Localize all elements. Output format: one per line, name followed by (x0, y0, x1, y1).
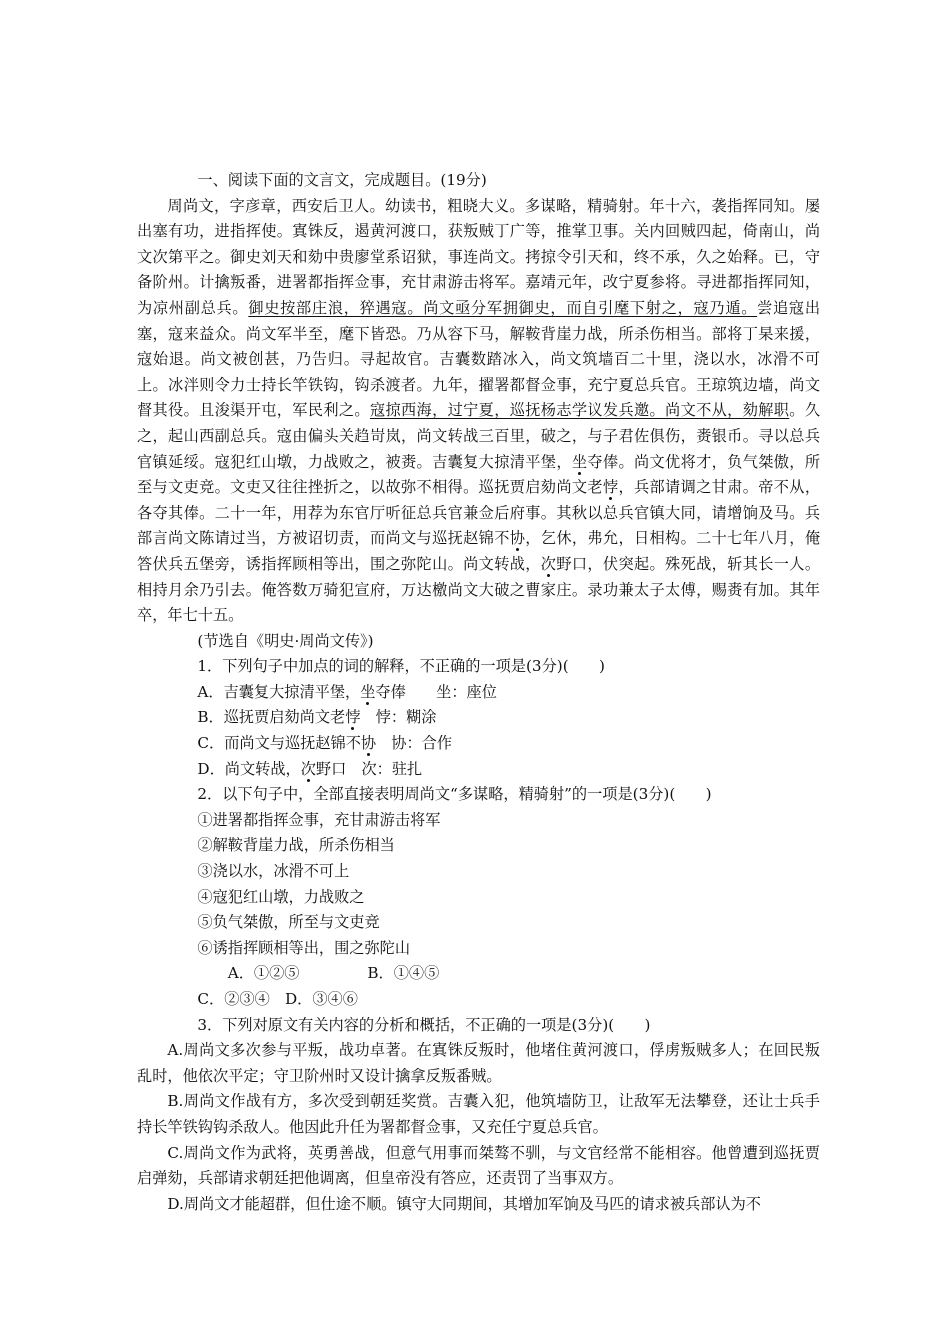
passage-text: 尝追寇出塞，寇来益众。尚文军半至，麾下皆恐。乃从容下马，解鞍背崖力战，所杀伤相当。部将丁杲来援，寇始退。尚文被创甚，乃告归。寻起故官。吉囊数踏冰入，尚文筑墙百二十里，浇以水，冰滑不可上。冰泮则令力士持长竿铁钩，钩杀渡者。九年，擢署都督佥事，充宁夏总兵官。王琼筑边墙，尚文督其役。且浚渠开屯，军民利之。 (137, 298, 821, 420)
option-text: C．而尚文与巡抚赵锦不 (197, 734, 361, 753)
passage-text: 周尚文，字彦章，西安后卫人。幼读书，粗晓大义。多谋略，精骑射。年十六，袭指挥同知。屡出塞有功，进指挥使。寘铢反，遏黄河渡口，获叛贼丁广等，推掌卫事。关内回贼四起，倚南山，尚文次第平之。御史刘天和劾中贵廖堂系诏狱，事连尚文。拷掠令引天和，终不承，久之始释。已，守备阶州。计擒叛番，进署都指挥佥事，充甘肃游击将军。嘉靖元年，改宁夏参将。寻进都指挥同知，为凉州副总兵。 (137, 196, 820, 317)
q3-option-b[interactable]: B.周尚文作战有方，多次受到朝廷奖赏。吉囊入犯，他筑墙防卫，让敌军无法攀登，还让士兵手持长竿铁钩钩杀敌人。他因此升任为署都督佥事，又充任宁夏总兵官。 (137, 1092, 820, 1136)
q1-option-c[interactable] (137, 731, 820, 757)
passage-text: 夺俸。尚文优将才，负气桀傲，所至与文吏竞。文吏又往往挫折之，以故弥不相得。巡抚贾启劾尚文老 (137, 452, 821, 497)
option-text: A．吉囊复大掠清平堡， (197, 682, 361, 701)
q2-item: ②解鞍背崖力战，所杀伤相当 (197, 836, 395, 855)
dotted-word: 协 (360, 734, 377, 753)
q3-option-d[interactable]: D.周尚文才能超群，但仕途不顺。镇守大同期间，其增加军饷及马匹的请求被兵部认为不 (167, 1194, 761, 1213)
question-2-stem: 2．以下句子中，全部直接表明周尚文“多谋略，精骑射”的一项是(3分)( ) (197, 785, 712, 804)
dotted-word: 协 (509, 529, 526, 548)
q1-option-d[interactable] (137, 757, 820, 783)
q2-option-b[interactable]: B．①④⑤ (367, 964, 440, 983)
passage-text: ，乞休，弗允，日相构。二十七年八月，俺答伏兵五堡旁，诱指挥顾相等出，围之弥陀山。尚文转战， (137, 529, 821, 573)
q2-item: ①进署都指挥佥事，充甘肃游击将军 (197, 810, 441, 829)
option-text: 夺俸 坐：座位 (375, 682, 497, 701)
option-text: B．巡抚贾启劾尚文老 (197, 708, 346, 727)
q2-item: ⑤负气桀傲，所至与文吏竞 (197, 913, 380, 932)
q2-options-ab (137, 961, 820, 987)
passage-text: 。久之，起山西副总兵。寇由偏头关趋岢岚，尚文转战三百里，破之，与子君佐俱伤，赉银币。寻以总兵官镇延绥。寇犯红山墩，力战败之，被赉。吉囊复大掠清平堡， (137, 401, 821, 471)
q3-option-c[interactable]: C.周尚文作为武将，英勇善战，但意气用事而桀骜不驯，与文官经常不能相容。他曾遭到巡抚贾启弹劾，兵部请求朝廷把他调离，但皇帝没有答应，还责罚了当事双方。 (137, 1143, 820, 1188)
option-text: D．尚文转战， (197, 759, 301, 778)
source-note: (节选自《明史·周尚文传》) (197, 631, 374, 650)
passage (137, 194, 820, 629)
q3-option-a[interactable]: A.周尚文多次参与平叛，战功卓著。在寘铢反叛时，他堵住黄河渡口，俘虏叛贼多人；在回民叛乱时，他依次平定；守卫阶州时又设计擒拿反叛番贼。 (137, 1041, 820, 1085)
q1-option-b[interactable] (137, 705, 820, 731)
q2-item: ⑥诱指挥顾相等出，围之弥陀山 (197, 938, 411, 957)
dotted-word: 坐 (360, 682, 376, 701)
dotted-word: 次 (540, 554, 557, 573)
q2-option-a[interactable]: A．①②⑤ (227, 964, 300, 983)
passage-text: 野口，伏突起。殊死战，斩其长一人。相持月余乃引去。俺答数万骑犯宣府，万达檄尚文大破之曹家庄。录功兼太子太傅，赐赉有加。其年卒，年七十五。 (137, 554, 821, 625)
option-text: 协：合作 (376, 734, 453, 753)
exam-page (137, 168, 820, 1217)
underlined-sentence: 寇掠西海，过宁夏，巡抚杨志学议发兵邀。尚文不从，劾解职 (369, 401, 790, 420)
passage-text: ，兵部请调之甘肃。帝不从，各夺其俸。二十一年，用荐为东官厅听征总兵官兼佥后府事。其秋以总兵官镇大同，请增饷及马。兵部言尚文陈请过当，方被诏切责，而尚文与巡抚赵锦不 (137, 478, 821, 548)
question-1-stem: 1．下列句子中加点的词的解释，不正确的一项是(3分)( ) (197, 657, 605, 676)
option-text: 野口 次：驻扎 (315, 759, 423, 778)
q2-item: ④寇犯红山墩，力战败之 (197, 887, 365, 906)
q1-option-a[interactable] (137, 680, 820, 706)
q2-options-cd[interactable]: C．②③④ D．③④⑥ (197, 990, 358, 1008)
underlined-sentence: 御史按部庄浪，猝遇寇。尚文亟分军拥御史，而自引麾下射之，寇乃遁。 (248, 298, 758, 317)
dotted-word: 悖 (345, 708, 361, 727)
q2-item: ③浇以水，冰滑不可上 (197, 862, 350, 881)
question-3-stem: 3．下列对原文有关内容的分析和概括，不正确的一项是(3分)( ) (197, 1015, 651, 1034)
dotted-word: 坐 (571, 452, 588, 471)
dotted-word: 悖 (602, 478, 619, 497)
section-heading: 一、阅读下面的文言文，完成题目。(19分) (197, 171, 487, 189)
option-text: 悖：糊涂 (360, 708, 437, 727)
dotted-word: 次 (300, 759, 316, 778)
